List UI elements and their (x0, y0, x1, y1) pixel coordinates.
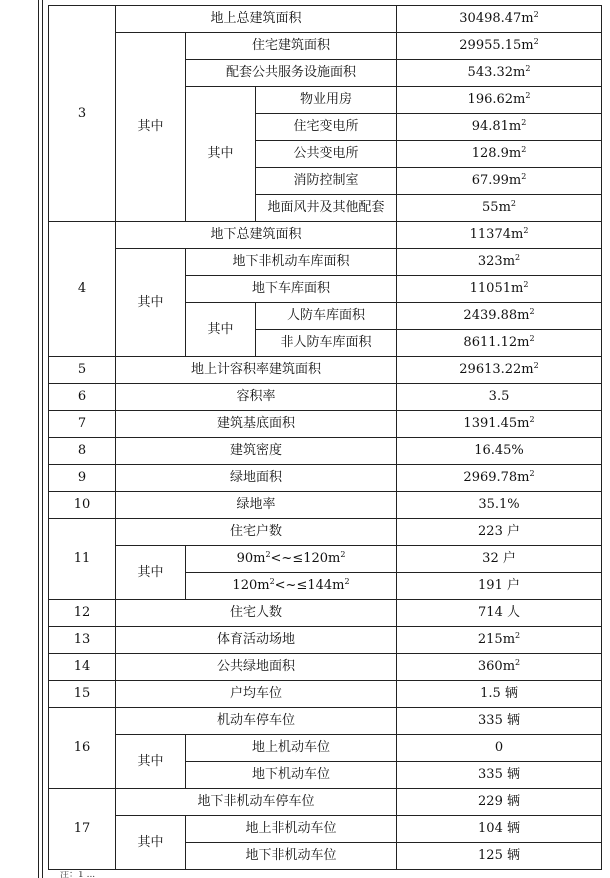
item-label: 地下车库面积 (186, 276, 397, 303)
table-row (49, 492, 602, 519)
item-label: 人防车库面积 (256, 303, 397, 330)
item-label: 建筑密度 (116, 438, 397, 465)
item-label: 地下非机动车库面积 (186, 249, 397, 276)
item-label: 公共绿地面积 (116, 654, 397, 681)
table-row (49, 735, 602, 762)
item-value: 32 户 (397, 546, 602, 573)
item-label: $120m^2<\sim\le 144m^2$ (186, 573, 397, 600)
item-value: 0 (397, 735, 602, 762)
item-value: $94.81m^2$ (397, 114, 602, 141)
row-number: 15 (49, 681, 116, 708)
item-label: 住宅人数 (116, 600, 397, 627)
qizhong-label: 其中 (116, 33, 186, 222)
item-label: 容积率 (116, 384, 397, 411)
item-value: $11051m^2$ (397, 276, 602, 303)
item-value: 223 户 (397, 519, 602, 546)
item-label: 建筑基底面积 (116, 411, 397, 438)
item-label: 住宅建筑面积 (186, 33, 397, 60)
table-row (49, 519, 602, 546)
footnote: 注：1 ... (60, 871, 96, 878)
row-number: 12 (49, 600, 116, 627)
item-value: $128.9m^2$ (397, 141, 602, 168)
row-number: 16 (49, 708, 116, 789)
item-label: 体育活动场地 (116, 627, 397, 654)
row-number: 9 (49, 465, 116, 492)
item-value: 3.5 (397, 384, 602, 411)
row-number: 5 (49, 357, 116, 384)
item-label: 公共变电所 (256, 141, 397, 168)
item-value: $8611.12m^2$ (397, 330, 602, 357)
margin-line (42, 0, 43, 878)
item-label: 地面风井及其他配套 (256, 195, 397, 222)
table-row (49, 357, 602, 384)
item-value: $29955.15m^2$ (397, 33, 602, 60)
item-label: 住宅变电所 (256, 114, 397, 141)
row-number: 11 (49, 519, 116, 600)
table-row (49, 654, 602, 681)
item-label: 地下总建筑面积 (116, 222, 397, 249)
item-value: $323m^2$ (397, 249, 602, 276)
item-value: $30498.47m^2$ (397, 6, 602, 33)
item-value: 104 辆 (397, 816, 602, 843)
item-value: 125 辆 (397, 843, 602, 870)
qizhong-label: 其中 (116, 249, 186, 357)
table-row (49, 708, 602, 735)
item-label: 户均车位 (116, 681, 397, 708)
item-label: 地下机动车位 (186, 762, 397, 789)
item-label: 配套公共服务设施面积 (186, 60, 397, 87)
item-label: 地下非机动车停车位 (116, 789, 397, 816)
table-row (49, 600, 602, 627)
table-row (49, 627, 602, 654)
qizhong-sub-label: 其中 (186, 87, 256, 222)
item-label: 绿地面积 (116, 465, 397, 492)
item-label: 地上总建筑面积 (116, 6, 397, 33)
item-value: 191 户 (397, 573, 602, 600)
item-value: $1391.45m^2$ (397, 411, 602, 438)
item-value: $29613.22m^2$ (397, 357, 602, 384)
item-value: $55m^2$ (397, 195, 602, 222)
item-label: 住宅户数 (116, 519, 397, 546)
item-value: $215m^2$ (397, 627, 602, 654)
row-number: 8 (49, 438, 116, 465)
item-value: $67.99m^2$ (397, 168, 602, 195)
item-value: $543.32m^2$ (397, 60, 602, 87)
table-row (49, 33, 602, 60)
item-value: $2439.88m^2$ (397, 303, 602, 330)
item-label: $90m^2<\sim\le 120m^2$ (186, 546, 397, 573)
indicator-table (48, 5, 602, 870)
qizhong-label: 其中 (116, 546, 186, 600)
row-number: 3 (49, 6, 116, 222)
row-number: 10 (49, 492, 116, 519)
item-label: 机动车停车位 (116, 708, 397, 735)
table-row (49, 438, 602, 465)
table-row (49, 546, 602, 573)
item-value: 229 辆 (397, 789, 602, 816)
table-row (49, 222, 602, 249)
table-row (49, 816, 602, 843)
qizhong-sub-label: 其中 (186, 303, 256, 357)
item-value: 35.1% (397, 492, 602, 519)
item-label: 地下非机动车位 (186, 843, 397, 870)
item-label: 地上机动车位 (186, 735, 397, 762)
item-label: 地上计容积率建筑面积 (116, 357, 397, 384)
qizhong-label: 其中 (116, 816, 186, 870)
item-value: $196.62m^2$ (397, 87, 602, 114)
item-label: 绿地率 (116, 492, 397, 519)
row-number: 6 (49, 384, 116, 411)
row-number: 4 (49, 222, 116, 357)
item-value: 1.5 辆 (397, 681, 602, 708)
item-value: $11374m^2$ (397, 222, 602, 249)
row-number: 14 (49, 654, 116, 681)
row-number: 7 (49, 411, 116, 438)
row-number: 17 (49, 789, 116, 870)
item-label: 非人防车库面积 (256, 330, 397, 357)
item-value: 16.45% (397, 438, 602, 465)
item-value: $2969.78m^2$ (397, 465, 602, 492)
margin-line (38, 0, 39, 878)
item-value: 335 辆 (397, 708, 602, 735)
item-label: 消防控制室 (256, 168, 397, 195)
row-number: 13 (49, 627, 116, 654)
table-row (49, 6, 602, 33)
item-label: 物业用房 (256, 87, 397, 114)
item-label: 地上非机动车位 (186, 816, 397, 843)
item-value: 714 人 (397, 600, 602, 627)
table-row (49, 384, 602, 411)
item-value: $360m^2$ (397, 654, 602, 681)
qizhong-label: 其中 (116, 735, 186, 789)
item-value: 335 辆 (397, 762, 602, 789)
table-row (49, 681, 602, 708)
table-row (49, 411, 602, 438)
table-row (49, 789, 602, 816)
table-row (49, 465, 602, 492)
table-row (49, 249, 602, 276)
